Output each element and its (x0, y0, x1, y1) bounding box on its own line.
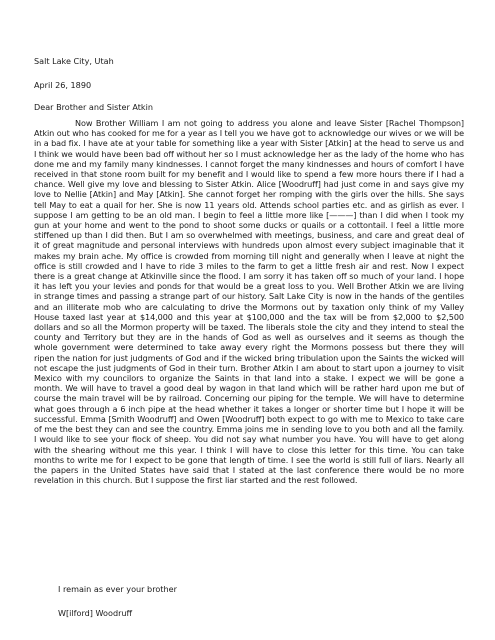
letter-date: April 26, 1890 (34, 80, 92, 90)
letter-salutation: Dear Brother and Sister Atkin (34, 102, 153, 112)
letter-signature: W[ilford] Woodruff (58, 608, 133, 618)
letter-closing: I remain as ever your brother (58, 584, 177, 594)
letter-body: Now Brother William I am not going to address you alone and leave Sister [Rachel Thompson] Atkin out who has cooked for me for a year as I tell you we have got to acknowledge our wives or we will be in a bad fix. I have ate at your table for something like a year with Sister [Atkin] at the head to serve us and I think we would have been bad off without her so I must acknowledge her as the lady of the home who has done me and my family many kindnesses. I cannot forget the many kindnesses and hours of comfort I have received in that stone room built for my benefit and I would like to spend a few more hours there if I had a chance. Well give my love and blessing to Sister Atkin. Alice [Woodruff] had just come in and says give my love to Nellie [Atkin] and May [Atkin]. She cannot forget her romping with the girls over the hills. She says tell May to eat a quail for her. She is now 11 years old. Attends school parties etc. and as girlish as ever. I suppose I am getting to be an old man. I begin to feel a little more like [———] than I did when I took my gun at your home and went to the pond to shoot some ducks or quails or a cottontail. I feel a little more stiffened up than I did then. But I am so overwhelmed with meetings, business, and care and great deal of it of great magnitude and personal interviews with hundreds upon almost every subject imaginable that it makes my brain ache. My office is crowded from morning till night and generally when I leave at night the office is still crowded and I have to ride 3 miles to the farm to get a little fresh air and rest. Now I expect there is a great change at Atkinville since the flood. I am sorry it has taken off so much of your land. I hope it has left you your levies and ponds for that would be a great loss to you. Well Brother Atkin we are living in strange times and passing a strange part of our history. Salt Lake City is now in the hands of the gentiles and an illiterate mob who are calculating to drive the Mormons out by taxation only think of my Valley House taxed last year at $14,000 and this year at $100,000 and the tax will be from $2,000 to $2,500 dollars and so all the Mormon property will be taxed. The liberals stole the city and they intend to steal the county and Territory but they are in the hands of God as well as ourselves and it seems as though the whole government were determined to take away every right the Mormons possess but there they will ripen the nation for just judgments of God and if the wicked bring tribulation upon the Saints the wicked will not escape the just judgments of God in their turn. Brother Atkin I am about to start upon a journey to visit Mexico with my councilors to organize the Saints in that land into a stake. I expect we will be gone a month. We will have to travel a good deal by wagon in that land which will be rather hard upon me but of course the main travel will be by railroad. Concerning our piping for the temple. We will have to determine what goes through a 6 inch pipe at the head whether it takes a longer or shorter time but I hope it will be successful. Emma [Smith Woodruff] and Owen [Woodruff] both expect to go with me to Mexico to take care of me the best they can and see the country. Emma joins me in sending love to you both and all the family. I would like to see your flock of sheep. You did not say what number you have. You will have to get along with the shearing without me this year. I think I will have to close this letter for this time. You can take months to write me for I expect to be gone that length of time. I see the world is still full of liars. Nearly all the papers in the United States have said that I stated at the last conference there would be no more revelation in this church. But I suppose the first liar started and the rest followed. (34, 118, 465, 486)
letter-place: Salt Lake City, Utah (34, 56, 114, 66)
